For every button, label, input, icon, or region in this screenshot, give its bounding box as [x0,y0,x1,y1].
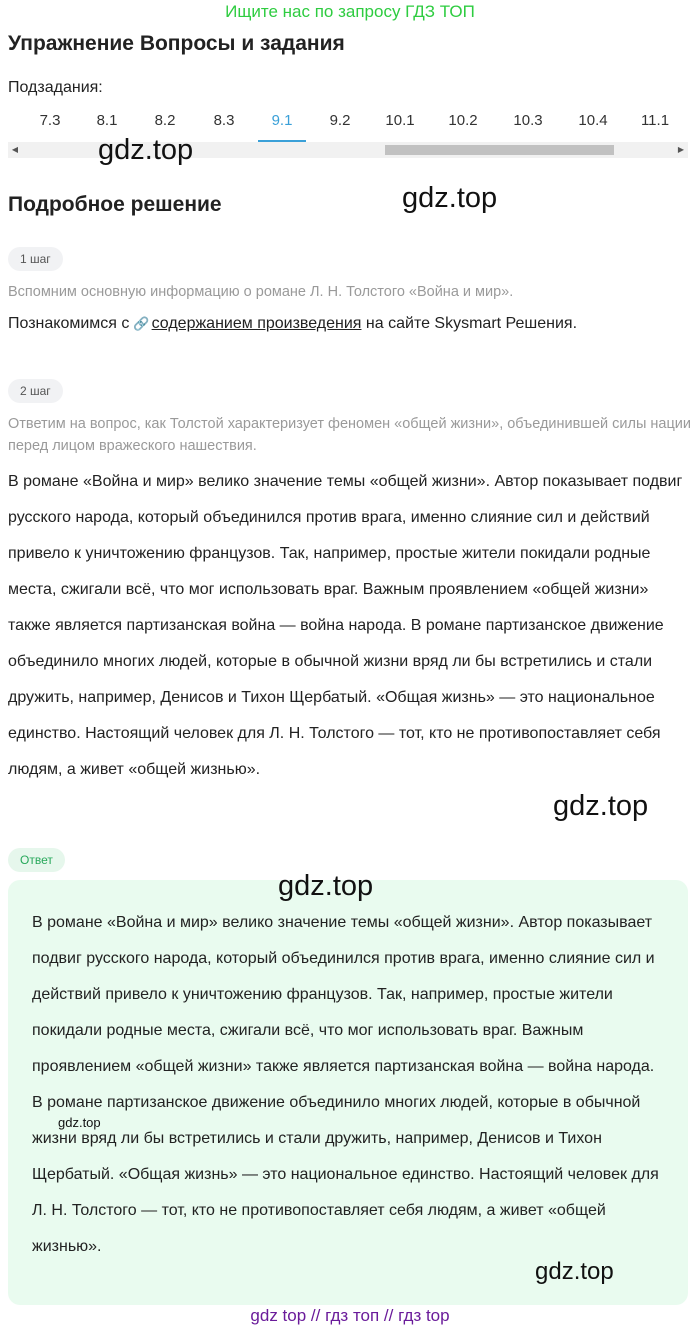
arrow-left-icon[interactable]: ◀ [11,145,19,154]
subtask-tab[interactable]: 10.2 [448,112,478,129]
subtask-tab[interactable]: 9.2 [329,112,351,129]
subtask-tab[interactable]: 11.1 [640,112,670,129]
subtask-tab[interactable]: 8.2 [154,112,176,129]
watermark: gdz.top [535,1258,614,1285]
step-badge: 1 шаг [8,247,63,271]
subtask-tab[interactable]: 7.3 [39,112,61,129]
step-text-after: на сайте Skysmart Решения. [365,315,578,332]
solution-title: Подробное решение [8,193,222,216]
watermark: gdz.top [402,182,498,214]
search-banner[interactable]: Ищите нас по запросу ГДЗ ТОП [225,2,475,21]
step-text: В романе «Война и мир» велико значение темы «общей жизни». Автор показывает подвиг русского народа, который объединился против врага, именно слияние сил и действий привело к уничтожению французов. Так, например, простые жители покидали родные места, сжигали всё, что мог использовать враг. Важным проявлением «общей жизни» также является партизанская война — война народа. В романе партизанское движение объединило многих людей, которые в обычной жизни вряд ли бы встретились и стали дружить, например, Денисов и Тихон Щербатый. «Общая жизнь» — это национальное единство. Настоящий человек для Л. Н. Толстого — тот, кто не противопоставляет себя людям, а живет «общей жизнью». [8,473,683,778]
subtask-tab[interactable]: 8.1 [96,112,118,129]
watermark: gdz.top [58,1115,101,1130]
step-text-before: Познакомимся с [8,315,130,332]
step-hint: Ответим на вопрос, как Толстой характеризует феномен «общей жизни», объединившей силы нации перед лицом вражеского нашествия. [8,416,691,454]
answer-badge: Ответ [8,848,65,872]
step-hint: Вспомним основную информацию о романе Л. Н. Толстого «Война и мир». [8,284,514,300]
subtask-tab[interactable]: 10.1 [385,112,415,129]
subtask-tab-active[interactable]: 9.1 [258,110,306,142]
link-icon: 🔗 [133,316,150,331]
scrollbar-thumb[interactable] [385,145,614,155]
watermark: gdz.top [278,870,374,902]
content-link[interactable]: содержанием произведения [151,315,362,332]
footer-links[interactable]: gdz top // гдз топ // гдз top [250,1306,450,1325]
subtask-tab[interactable]: 10.4 [578,112,608,129]
step-text [8,315,577,333]
watermark: gdz.top [98,134,194,166]
exercise-title: Упражнение Вопросы и задания [8,32,345,55]
subtask-tab[interactable]: 10.3 [513,112,543,129]
step-badge: 2 шаг [8,379,63,403]
watermark: gdz.top [553,790,649,822]
arrow-right-icon[interactable]: ▶ [677,145,685,154]
subtasks-label: Подзадания: [8,79,103,96]
subtask-tab[interactable]: 8.3 [213,112,235,129]
answer-text: В романе «Война и мир» велико значение темы «общей жизни». Автор показывает подвиг русского народа, который объединился против врага, именно слияние сил и действий привело к уничтожению французов. Так, например, простые жители покидали родные места, сжигали всё, что мог использовать враг. Важным проявлением «общей жизни» также является партизанская война — война народа. В романе партизанское движение объединило многих людей, которые в обычной жизни вряд ли бы встретились и стали дружить, например, Денисов и Тихон Щербатый. «Общая жизнь» — это национальное единство. Настоящий человек для Л. Н. Толстого — тот, кто не противопоставляет себя людям, а живет «общей жизнью». [32,914,659,1255]
